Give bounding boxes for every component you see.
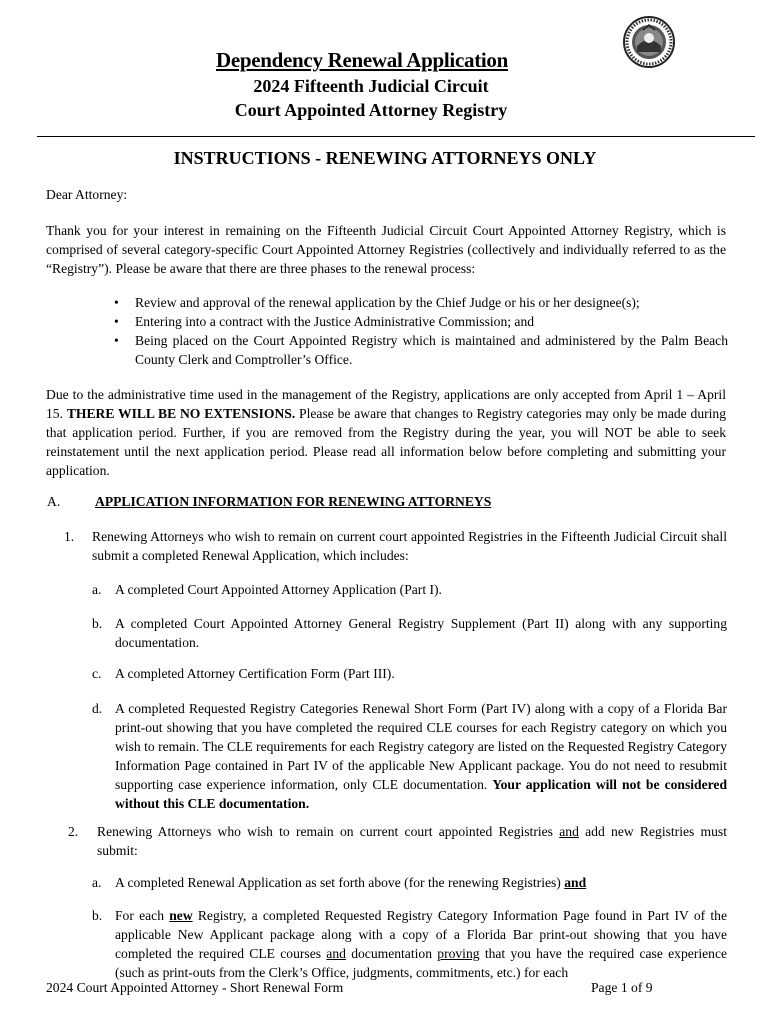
sub-item-letter: d.	[92, 701, 103, 716]
item-1-text: Renewing Attorneys who wish to remain on current court appointed Registries in the Fifteenth Judicial Circuit shall submit a completed Renewal Application, which includes:	[92, 529, 727, 563]
section-title: APPLICATION INFORMATION FOR RENEWING ATTORNEYS	[95, 494, 492, 509]
sub-item-letter: c.	[92, 666, 102, 681]
phase-item: • Entering into a contract with the Justice Administrative Commission; and	[108, 312, 728, 331]
header-divider	[37, 136, 755, 137]
sub-item-text: A completed Attorney Certification Form (Part III).	[115, 666, 395, 681]
sub-item-letter: b.	[92, 908, 103, 923]
sub-item-text: For each new Registry, a completed Requested Registry Category Information Page found in Part IV of the applicable New Applicant package along with a copy of a Florida Bar print-out showing that you have completed the required CLE courses and documentation proving that you have the required case experience (such as print-outs from the Clerk’s Office, judgments, commitments, etc.) for each	[115, 908, 728, 980]
circuit-subtitle: 2024 Fifteenth Judicial Circuit	[253, 76, 489, 96]
renewal-phases-list	[108, 293, 728, 369]
sub-item-text: A completed Court Appointed Attorney General Registry Supplement (Part II) along with any supporting documentation.	[115, 616, 727, 650]
instructions-heading: INSTRUCTIONS - RENEWING ATTORNEYS ONLY	[173, 148, 597, 168]
sub-item-letter: a.	[92, 582, 102, 597]
item-number: 2.	[68, 824, 79, 839]
salutation: Dear Attorney:	[46, 187, 128, 202]
footer-form-name: 2024 Court Appointed Attorney - Short Renewal Form	[46, 980, 344, 995]
sub-item-text: A completed Court Appointed Attorney Application (Part I).	[115, 582, 442, 597]
item-number: 1.	[64, 529, 75, 544]
sub-item-text: A completed Renewal Application as set forth above (for the renewing Registries) and	[115, 875, 587, 890]
intro-paragraph: Thank you for your interest in remaining on the Fifteenth Judicial Circuit Court Appointed Attorney Registry, which is comprised of several category-specific Court Appointed Attorney Registries (collectively and individually referred to as the “Registry”). Please be aware that there are three phases to the renewal process:	[46, 223, 726, 276]
document-title: Dependency Renewal Application	[215, 48, 508, 72]
item-2-text: Renewing Attorneys who wish to remain on current court appointed Registries and add new Registries must submit:	[97, 824, 727, 858]
sub-item-letter: b.	[92, 616, 103, 631]
phase-item: • Being placed on the Court Appointed Registry which is maintained and administered by the Palm Beach County Clerk and Comptroller’s Office.	[108, 331, 728, 369]
phase-item: • Review and approval of the renewal application by the Chief Judge or his or her designee(s);	[108, 293, 728, 312]
page-number: Page 1 of 9	[591, 980, 653, 995]
no-extensions-notice: THERE WILL BE NO EXTENSIONS.	[66, 406, 296, 421]
deadline-paragraph: Due to the administrative time used in the management of the Registry, applications are only accepted from April 1 – April 15. THERE WILL BE NO EXTENSIONS. Please be aware that changes to Registry categories may only be made during that application period. Further, if you are removed from the Registry during the year, you will NOT be able to seek reinstatement until the next application period. Please read all information below before completing and submitting your application.	[46, 387, 727, 478]
cle-warning: Your application will not be considered without this CLE documentation.	[115, 777, 728, 811]
section-letter: A.	[47, 494, 61, 509]
sub-item-letter: a.	[92, 875, 102, 890]
registry-subtitle: Court Appointed Attorney Registry	[234, 100, 508, 120]
sub-item-text: A completed Requested Registry Categories Renewal Short Form (Part IV) along with a copy of a Florida Bar print-out showing that you have completed the required CLE courses for each Registry category on which you wish to remain. The CLE requirements for each Registry category are listed on the Requested Registry Category Information Page contained in Part IV of the applicable New Applicant package. You do not need to resubmit supporting case experience information, only CLE documentation. Your application will not be considered without this CLE documentation.	[115, 701, 728, 811]
